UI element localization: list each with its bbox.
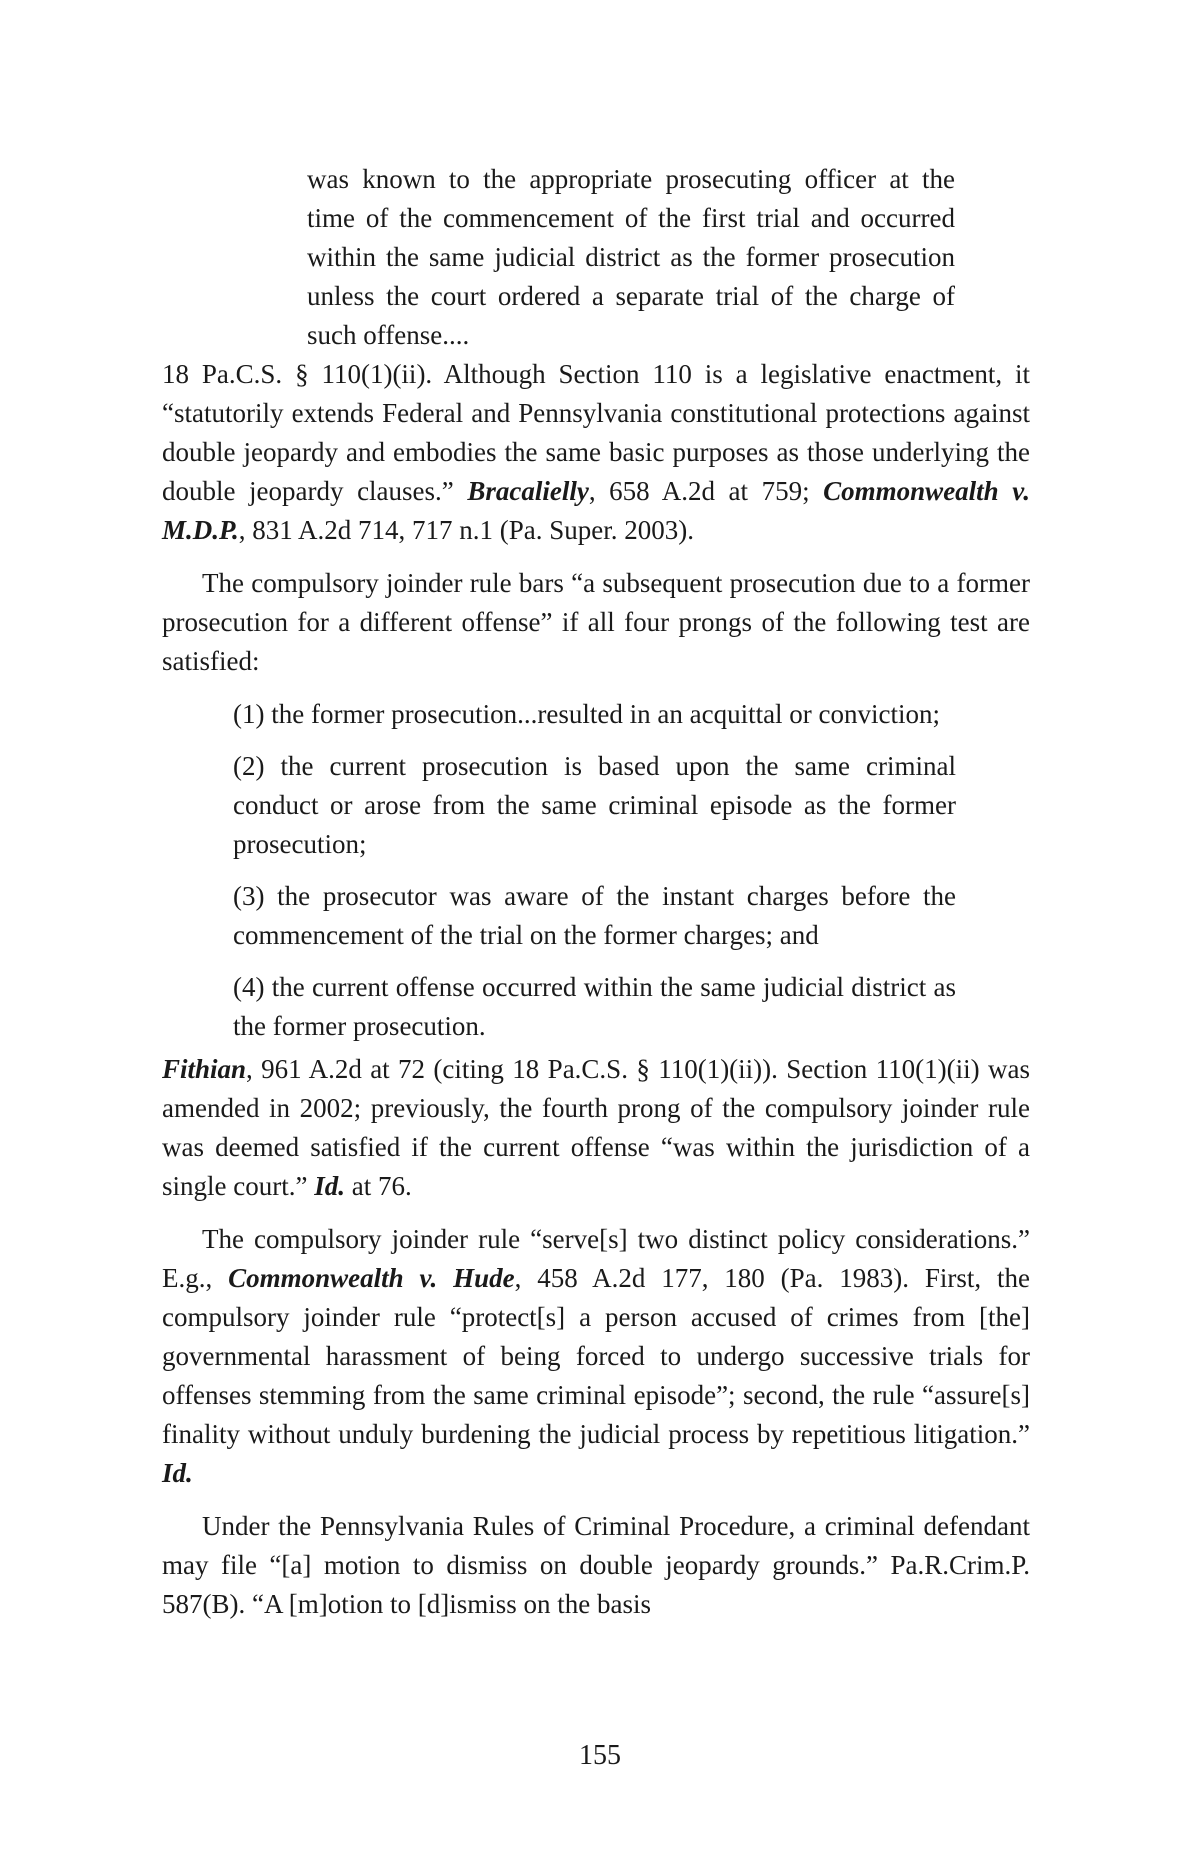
case-name-fithian: Fithian (162, 1054, 247, 1084)
citation-text-3: , 831 A.2d 714, 717 n.1 (Pa. Super. 2003). (238, 515, 695, 545)
fithian-paragraph (162, 1050, 1030, 1206)
block-quote-continuation: was known to the appropriate prosecuting officer at the time of the commencement of the first trial and occurred within the same judicial district as the former prosecution unless the court ordered a separate trial of the charge of such offense.... (307, 164, 955, 350)
fithian-text-2: at 76. (344, 1171, 412, 1201)
test-intro-paragraph: The compulsory joinder rule bars “a subsequent prosecution due to a former prosecution for a different offense” if all four prongs of the following test are satisfied: (162, 568, 1030, 676)
test-item: (2) the current prosecution is based upon the same criminal conduct or arose from the same criminal episode as the former prosecution; (233, 751, 956, 859)
id-citation: Id. (314, 1171, 345, 1201)
citation-paragraph (162, 355, 1030, 550)
page-number: 155 (579, 1740, 621, 1771)
case-name-hude: Commonwealth v. Hude (228, 1263, 515, 1293)
case-name-mdp: Commonwealth v. M.D.P. (162, 476, 1030, 545)
policy-paragraph (162, 1220, 1030, 1493)
test-item: (3) the prosecutor was aware of the instant charges before the commencement of the trial on the former charges; and (233, 881, 956, 950)
fithian-text-1: , 961 A.2d at 72 (citing 18 Pa.C.S. § 110(1)(ii)). Section 110(1)(ii) was amended in 2002; previously, the fourth prong of the compulsory joinder rule was deemed satisfied if the current offense “was within the jurisdiction of a single court.” (162, 1054, 1030, 1201)
id-citation: Id. (162, 1458, 193, 1488)
citation-text-2: , 658 A.2d at 759; (588, 476, 824, 506)
test-item: (4) the current offense occurred within the same judicial district as the former prosecution. (233, 972, 956, 1041)
four-prong-test-list (233, 695, 956, 1046)
test-item: (1) the former prosecution...resulted in an acquittal or conviction; (233, 699, 941, 729)
case-name-bracalielly: Bracalielly (467, 476, 589, 506)
rules-paragraph: Under the Pennsylvania Rules of Criminal Procedure, a criminal defendant may file “[a] motion to dismiss on double jeopardy grounds.” Pa.R.Crim.P. 587(B). “A [m]otion to [d]ismiss on the basis (162, 1511, 1030, 1619)
body-text (162, 160, 1030, 1624)
policy-text-1: The compulsory joinder rule “serve[s] two distinct policy considerations.” E.g., (162, 1224, 1030, 1293)
policy-text-2: , 458 A.2d 177, 180 (Pa. 1983). First, the compulsory joinder rule “protect[s] a person accused of crimes from [the] governmental harassment of being forced to undergo successive trials for offenses stemming from the same criminal episode”; second, the rule “assure[s] finality without unduly burdening the judicial process by repetitious litigation.” (162, 1263, 1030, 1449)
citation-text-1: 18 Pa.C.S. § 110(1)(ii). Although Section 110 is a legislative enactment, it “statutorily extends Federal and Pennsylvania constitutional protections against double jeopardy and embodies the same basic purposes as those underlying the double jeopardy clauses.” (162, 359, 1030, 506)
